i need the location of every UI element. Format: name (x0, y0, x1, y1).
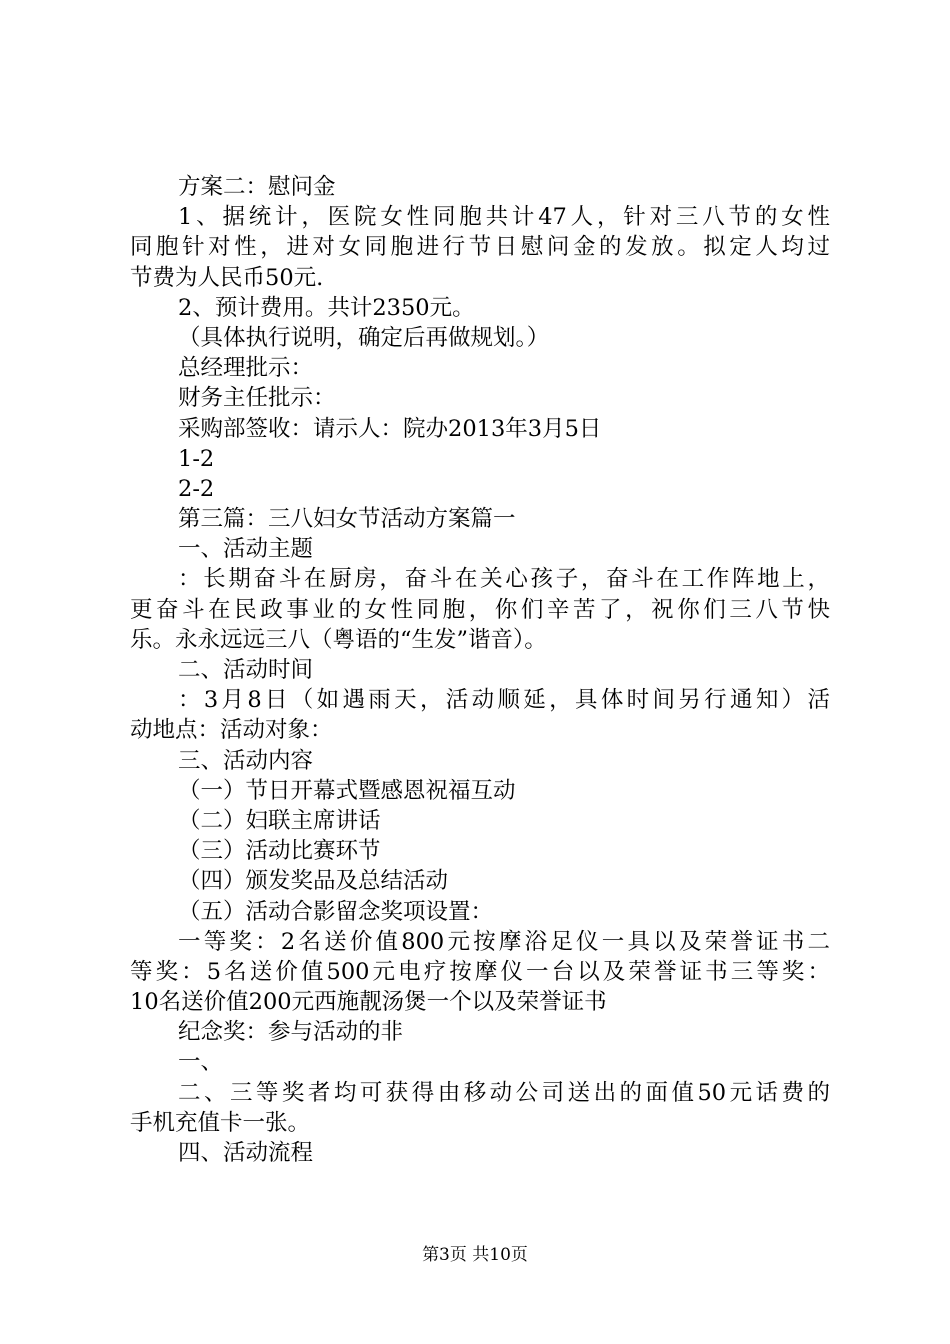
document-body (130, 172, 830, 1168)
text-line: 动地点：活动对象： (130, 717, 333, 744)
text-line: ：长期奋斗在厨房，奋斗在关心孩子，奋斗在工作阵地上， (178, 566, 830, 593)
text-line: 纪念奖：参与活动的非 (178, 1019, 404, 1046)
text-line: 二、三等奖者均可获得由移动公司送出的面值50元话费的 (178, 1079, 830, 1106)
text-line: 总经理批示： (178, 355, 314, 382)
text-line: 1-2 (178, 445, 215, 472)
text-line: 二、活动时间 (178, 657, 314, 683)
text-line: 手机充值卡一张。 (130, 1109, 311, 1136)
text-line: （二）妇联主席讲话 (178, 807, 381, 834)
text-line: （三）活动比赛环节 (178, 838, 381, 865)
text-line: ：3月8日（如遇雨天，活动顺延，具体时间另行通知）活 (178, 687, 830, 714)
text-line: 乐。永永远远三八（粤语的“生发”谐音）。 (130, 626, 547, 653)
text-line: 三、活动内容 (178, 747, 314, 774)
text-line: 10名送价值200元西施靓汤煲一个以及荣誉证书 (130, 989, 607, 1016)
text-line: 一、 (178, 1049, 224, 1076)
text-line: （四）颁发奖品及总结活动 (178, 868, 449, 895)
text-line: （一）节日开幕式暨感恩祝福互动 (178, 777, 516, 804)
text-line: 四、活动流程 (178, 1140, 314, 1166)
page-footer: 第3页 共10页 (422, 1245, 528, 1265)
text-line: 一等奖：2名送价值800元按摩浴足仪一具以及荣誉证书二 (178, 928, 830, 955)
text-line: （具体执行说明，确定后再做规划。） (178, 324, 550, 351)
text-line: 等奖：5名送价值500元电疗按摩仪一台以及荣誉证书三等奖： (130, 958, 830, 985)
text-line: 方案二：慰问金 (178, 174, 336, 200)
text-line: 节费为人民币50元. (130, 264, 324, 291)
text-line: 2-2 (178, 475, 215, 502)
text-line: 同胞针对性，进对女同胞进行节日慰问金的发放。拟定人均过 (130, 234, 830, 261)
text-line: 更奋斗在民政事业的女性同胞，你们辛苦了，祝你们三八节快 (130, 596, 830, 623)
text-line: 采购部签收：请示人：院办2013年3月5日 (178, 415, 602, 442)
text-line: 财务主任批示： (178, 385, 336, 412)
text-line: 第三篇：三八妇女节活动方案篇一 (178, 506, 516, 533)
text-line: 2、预计费用。共计2350元。 (178, 294, 475, 321)
text-line: 1、据统计，医院女性同胞共计47人，针对三八节的女性 (178, 204, 830, 231)
text-line: （五）活动合影留念奖项设置： (178, 898, 494, 925)
text-line: 一、活动主题 (178, 536, 314, 563)
